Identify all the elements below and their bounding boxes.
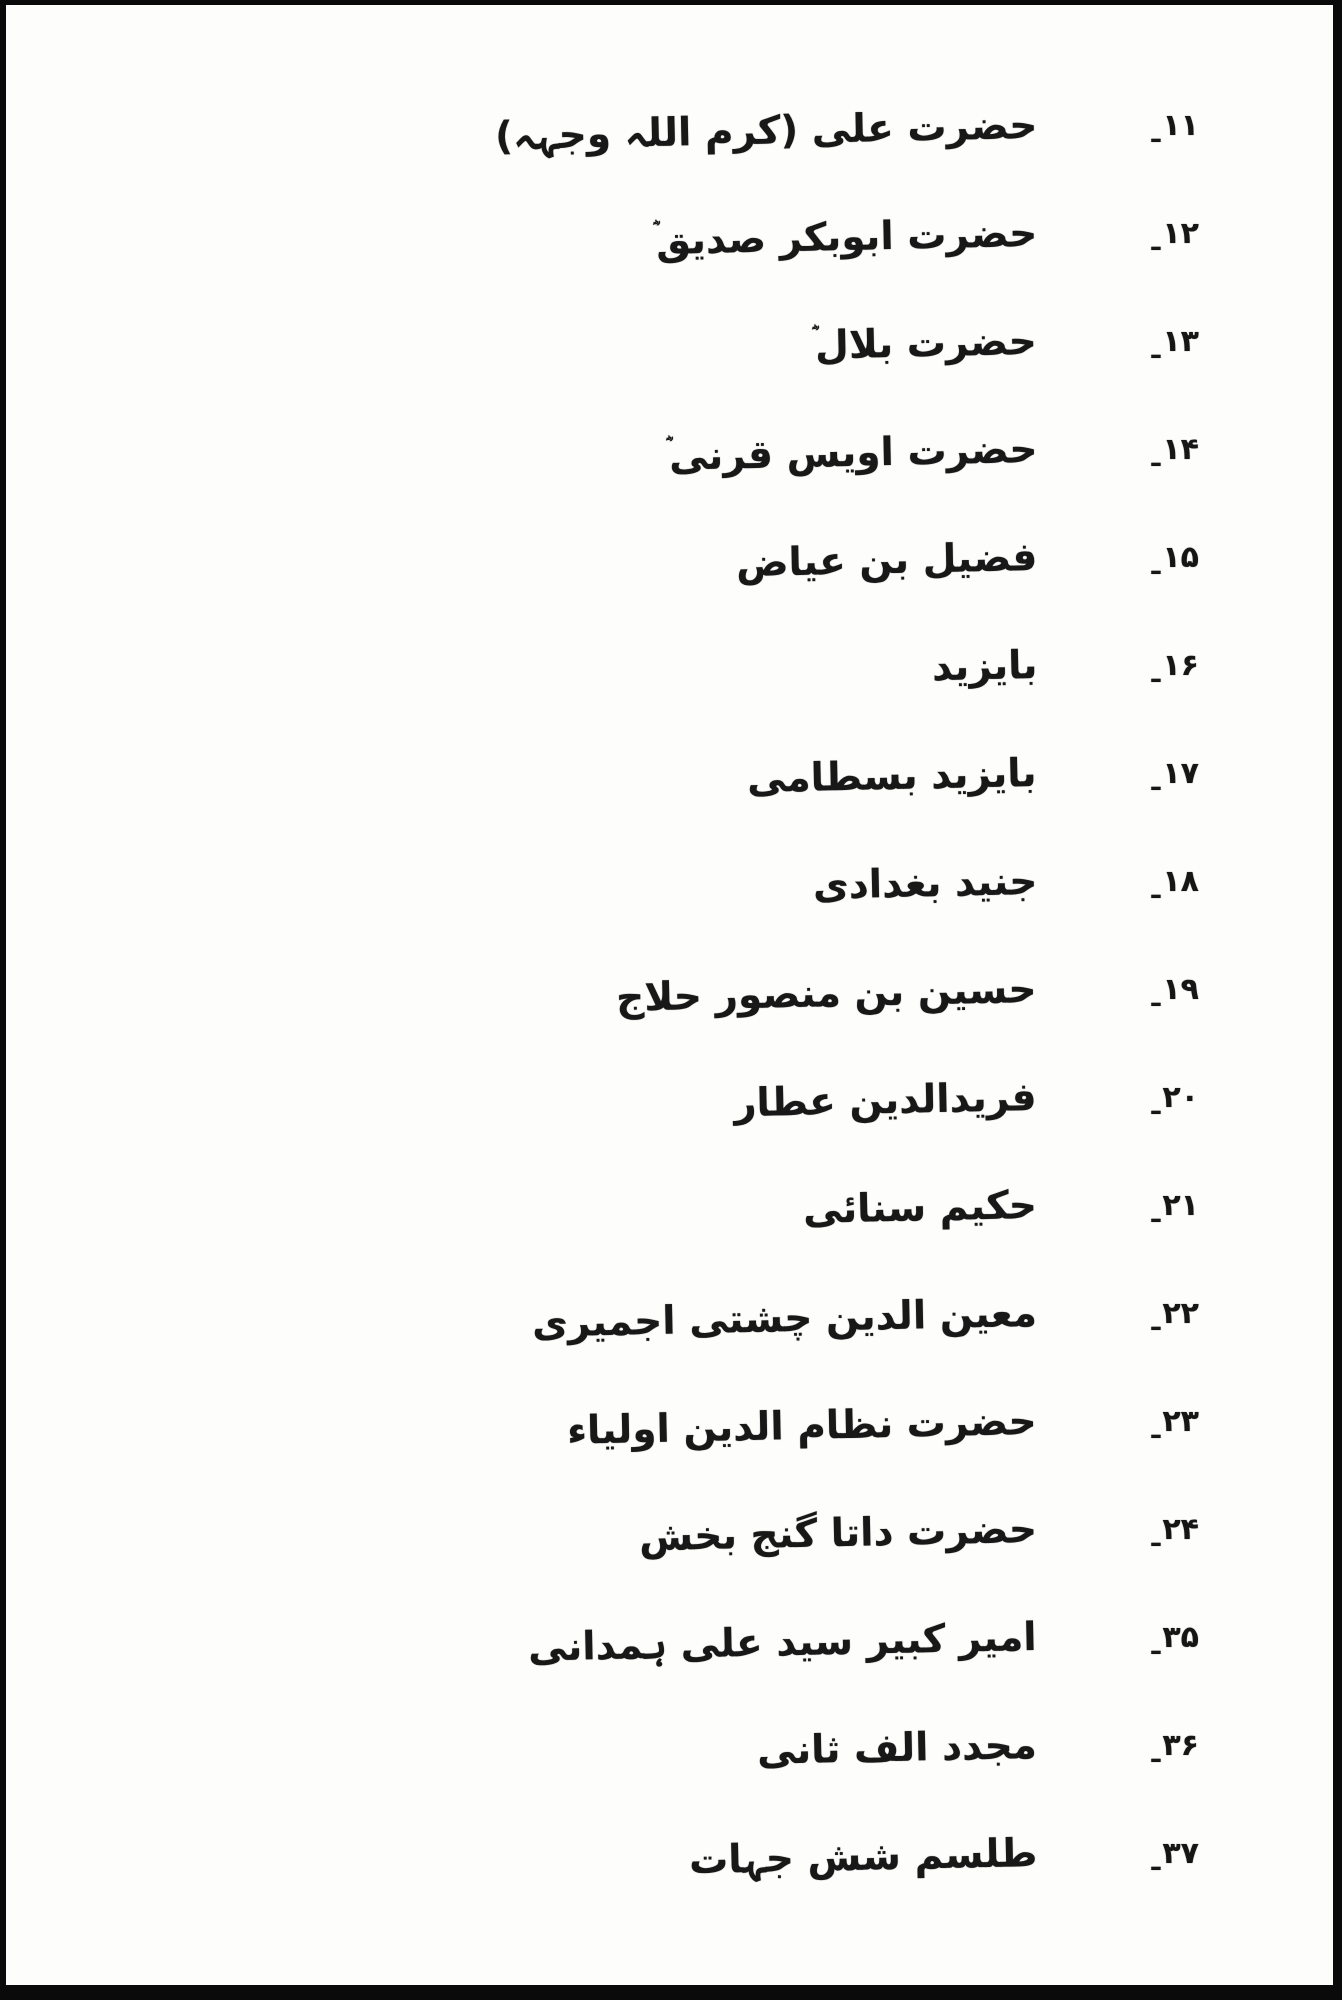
number-dash: ـ	[1151, 551, 1161, 581]
entry-number	[1099, 539, 1199, 581]
number-digits: ۲۳	[1162, 1403, 1199, 1439]
number-dash: ـ	[1151, 1523, 1161, 1553]
number-dash: ـ	[1151, 1847, 1161, 1877]
number-dash: ـ	[1151, 983, 1161, 1013]
entry-name: بایزید بسطامی	[747, 750, 1038, 802]
honorific-mark: ؓ	[665, 434, 666, 459]
entry-name: بایزید	[931, 642, 1038, 690]
number-digits: ۲۴	[1162, 1511, 1199, 1547]
number-digits: ۳۵	[1162, 1619, 1199, 1655]
number-dash: ـ	[1151, 443, 1161, 473]
entry-name: حکیم سنائی	[802, 1182, 1038, 1233]
entry-name: فریدالدین عطار	[734, 1074, 1038, 1126]
number-digits: ۱۴	[1162, 431, 1199, 467]
number-digits: ۱۹	[1162, 971, 1199, 1007]
entry-name: مجدد الف ثانی	[756, 1722, 1038, 1774]
number-digits: ۲۱	[1162, 1187, 1199, 1223]
entry-number	[1099, 107, 1199, 149]
entry-number	[1099, 323, 1199, 365]
number-dash: ـ	[1151, 1631, 1161, 1661]
entry-number	[1099, 1403, 1199, 1445]
entry-number	[1099, 647, 1199, 689]
entry-name: حضرت علی (کرم اللہ وجہہ)	[494, 102, 1038, 159]
entry-name: جنید بغدادی	[812, 858, 1038, 909]
entry-name: امیر کبیر سید علی ہمدانی	[528, 1614, 1038, 1671]
entry-name: حضرت بلالؓ	[811, 318, 1038, 369]
list-item	[6, 287, 1333, 395]
list-item	[6, 179, 1333, 287]
number-digits: ۳۷	[1162, 1835, 1199, 1871]
entry-number	[1099, 1511, 1199, 1553]
number-dash: ـ	[1151, 767, 1161, 797]
number-digits: ۲۲	[1162, 1295, 1199, 1331]
number-dash: ـ	[1151, 1415, 1161, 1445]
entry-number	[1099, 971, 1199, 1013]
list-item	[6, 1259, 1333, 1367]
list-item	[6, 71, 1333, 179]
number-digits: ۱۱	[1162, 107, 1199, 143]
honorific-mark: ؓ	[652, 218, 653, 243]
number-digits: ۳۶	[1162, 1727, 1199, 1763]
list-item	[6, 719, 1333, 827]
number-digits: ۱۸	[1162, 863, 1199, 899]
number-dash: ـ	[1151, 1739, 1161, 1769]
entry-name: حضرت ابوبکر صدیقؓ	[652, 210, 1038, 264]
entry-name: طلسم شش جہات	[688, 1830, 1038, 1883]
list-item	[6, 827, 1333, 935]
entry-name: حضرت نظام الدین اولیاء	[567, 1398, 1038, 1454]
entry-name: حسین بن منصور حلاج	[616, 966, 1038, 1021]
entry-number	[1099, 1619, 1199, 1661]
entry-number	[1099, 755, 1199, 797]
list-item	[6, 611, 1333, 719]
honorific-mark: ؓ	[811, 323, 813, 348]
entry-number	[1099, 215, 1199, 257]
list-item	[6, 1367, 1333, 1475]
entry-name: فضیل بن عیاض	[735, 534, 1038, 586]
list-item	[6, 503, 1333, 611]
number-digits: ۱۶	[1162, 647, 1199, 683]
number-dash: ـ	[1151, 335, 1161, 365]
entry-name: حضرت اویس قرنیؓ	[665, 426, 1038, 480]
list-item	[6, 1799, 1333, 1907]
number-digits: ۱۳	[1162, 323, 1199, 359]
saints-list	[6, 71, 1333, 1907]
number-dash: ـ	[1151, 1307, 1161, 1337]
entry-name: حضرت داتا گنج بخش	[638, 1506, 1038, 1560]
number-digits: ۱۲	[1162, 215, 1199, 251]
number-digits: ۱۵	[1162, 539, 1199, 575]
entry-name: معین الدین چشتی اجمیری	[531, 1290, 1038, 1347]
number-dash: ـ	[1151, 1199, 1161, 1229]
entry-number	[1099, 431, 1199, 473]
list-item	[6, 1583, 1333, 1691]
entry-number	[1099, 863, 1199, 905]
entry-number	[1099, 1079, 1199, 1121]
list-item	[6, 1475, 1333, 1583]
entry-number	[1099, 1727, 1199, 1769]
list-item	[6, 1043, 1333, 1151]
number-dash: ـ	[1151, 1091, 1161, 1121]
list-item	[6, 1151, 1333, 1259]
entry-number	[1099, 1187, 1199, 1229]
list-item	[6, 1691, 1333, 1799]
entry-number	[1099, 1295, 1199, 1337]
number-digits: ۱۷	[1162, 755, 1199, 791]
list-item	[6, 395, 1333, 503]
entry-number	[1099, 1835, 1199, 1877]
number-dash: ـ	[1151, 119, 1161, 149]
number-dash: ـ	[1151, 659, 1161, 689]
number-dash: ـ	[1151, 227, 1161, 257]
number-digits: ۲۰	[1162, 1079, 1199, 1115]
number-dash: ـ	[1151, 875, 1161, 905]
list-item	[6, 935, 1333, 1043]
